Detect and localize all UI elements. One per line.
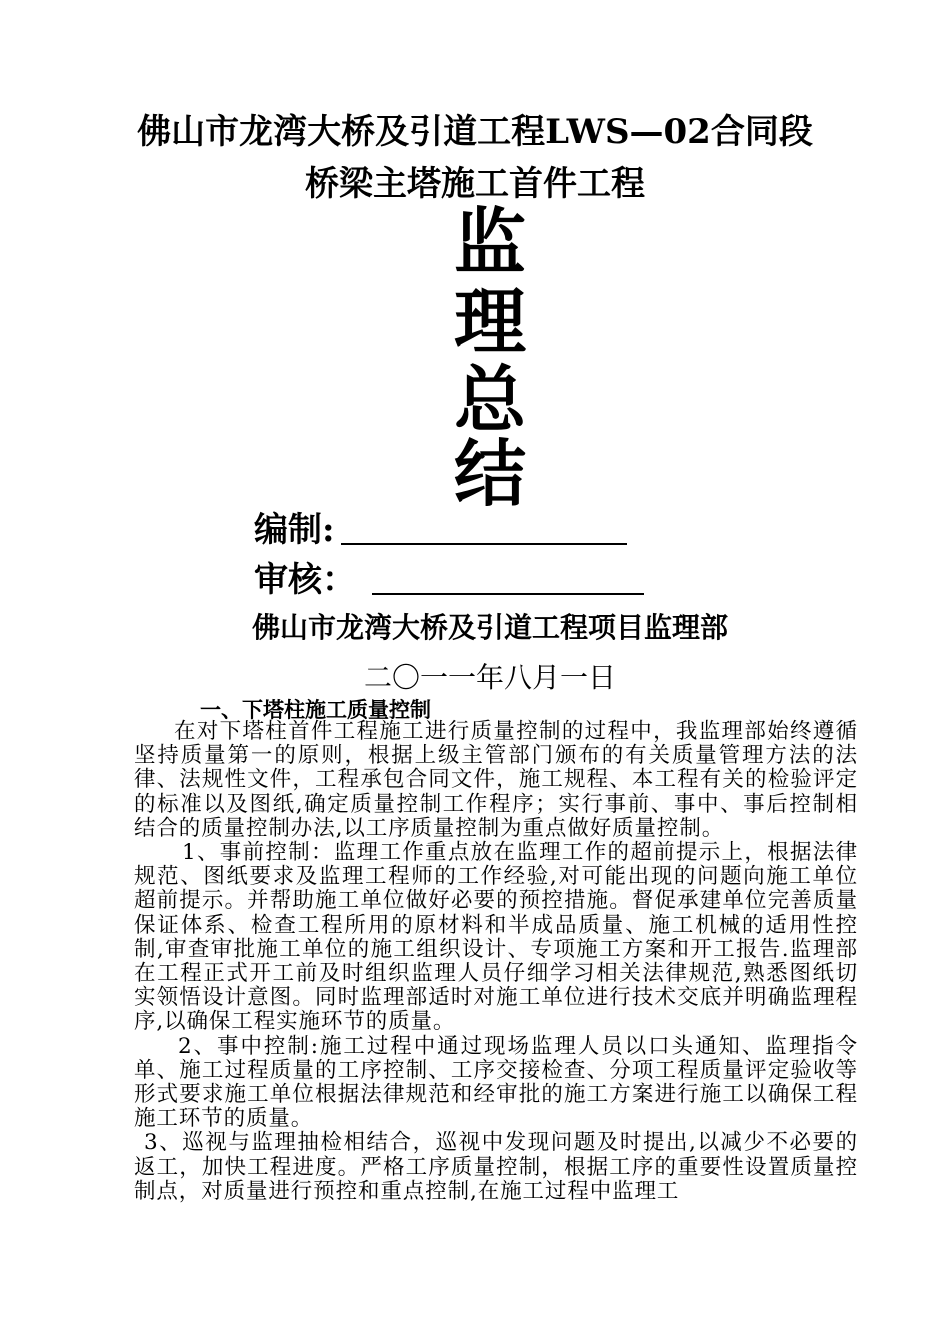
- cover-big-char-3: 总: [453, 357, 526, 442]
- section-heading: 一、下塔柱施工质量控制: [200, 697, 431, 722]
- cover-big-char-1: 监: [453, 199, 526, 284]
- compiled-by-label: 编制:: [254, 510, 335, 550]
- compiled-by-signature-line: [341, 513, 627, 545]
- document-date: 二〇一一年八月一日: [363, 661, 616, 694]
- body-paragraph: 1、事前控制：监理工作重点放在监理工作的超前提示上，根据法律规范、图纸要求及监理工程师的工作经验,对可能出现的问题向施工单位超前提示。并帮助施工单位做好必要的预控措施。督促承建单位完善质量保证体系、检查工程所用的原材料和半成品质量、施工机械的适用性控制,审查审批施工单位的施工组织设计、专项施工方案和开工报告.监理部在工程正式开工前及时组织监理人员仔细学习相关法律规范,熟悉图纸切实领悟设计意图。同时监理部适时对施工单位进行技术交底并明确监理程序,以确保工程实施环节的质量。: [134, 840, 858, 1035]
- cover-big-char-2: 理: [453, 279, 526, 364]
- reviewed-by-signature-line: [372, 563, 644, 595]
- body-paragraph: 2、事中控制:施工过程中通过现场监理人员以口头通知、监理指令单、施工过程质量的工序控制、工序交接检查、分项工程质量评定验收等形式要求施工单位根据法律规范和经审批的施工方案进行施工以确保工程施工环节的质量。: [134, 1033, 858, 1132]
- organization-name: 佛山市龙湾大桥及引道工程项目监理部: [251, 611, 728, 644]
- cover-big-char-4: 结: [453, 431, 526, 516]
- body-paragraph: 3、巡视与监理抽检相结合，巡视中发现问题及时提出,以减少不必要的返工，加快工程进度。严格工序质量控制，根据工序的重要性设置质量控制点，对质量进行预控和重点控制,在施工过程中监理工: [134, 1130, 858, 1204]
- compiled-by-row: [254, 502, 627, 551]
- body-text: [134, 720, 858, 1204]
- reviewed-by-row: [254, 552, 644, 601]
- reviewed-by-label: 审核：: [254, 560, 356, 600]
- body-paragraph: 在对下塔柱首件工程施工进行质量控制的过程中，我监理部始终遵循坚持质量第一的原则，根据上级主管部门颁布的有关质量管理方法的法律、法规性文件，工程承包合同文件，施工规程、本工程有关的检验评定的标准以及图纸,确定质量控制工作程序；实行事前、事中、事后控制相结合的质量控制办法,以工序质量控制为重点做好质量控制。: [134, 719, 858, 841]
- document-title-line-2: 桥梁主塔施工首件工程: [305, 164, 645, 204]
- document-title-line-1: 佛山市龙湾大桥及引道工程LWS—02合同段: [137, 112, 813, 152]
